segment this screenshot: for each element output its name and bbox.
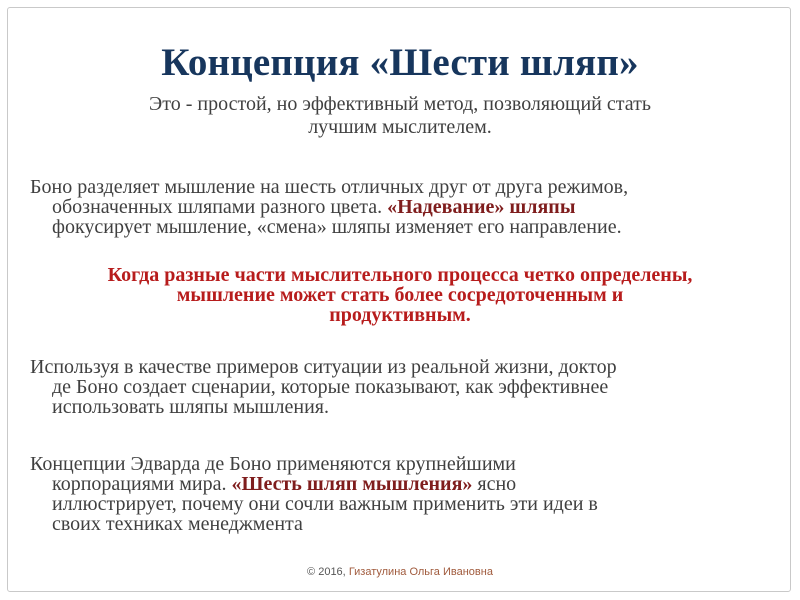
paragraph-text: обозначенных шляпами разного цвета. bbox=[52, 196, 388, 218]
paragraph-line: фокусирует мышление, «смена» шляпы изменяет его направление. bbox=[52, 216, 622, 238]
highlight-text: «Надевание» шляпы bbox=[387, 196, 576, 218]
intro-line: Это - простой, но эффективный метод, позволяющий стать bbox=[149, 93, 651, 115]
intro-line: лучшим мыслителем. bbox=[308, 116, 492, 138]
emphasis-line: продуктивным. bbox=[329, 304, 471, 326]
footer-copyright: © 2016, bbox=[307, 566, 346, 578]
slide-title: Концепция «Шести шляп» bbox=[161, 41, 639, 84]
paragraph-text: корпорациями мира. bbox=[52, 473, 232, 495]
paragraph-line bbox=[30, 474, 760, 494]
emphasis-paragraph bbox=[30, 265, 770, 325]
emphasis-line: мышление может стать более сосредоточенным и bbox=[176, 284, 624, 306]
emphasis-line: Когда разные части мыслительного процесса четко определены, bbox=[107, 264, 693, 286]
footer-author: Гизатулина Ольга Ивановна bbox=[348, 566, 493, 578]
paragraph-line: Используя в качестве примеров ситуации из реальной жизни, доктор bbox=[30, 356, 617, 378]
paragraph-line: Концепции Эдварда де Боно применяются крупнейшими bbox=[30, 453, 516, 475]
slide-footer bbox=[0, 566, 800, 578]
paragraph-text: ясно bbox=[472, 473, 517, 495]
highlight-text: «Шесть шляп мышления» bbox=[231, 473, 473, 495]
paragraph-corporations bbox=[30, 454, 760, 534]
paragraph-line: использовать шляпы мышления. bbox=[52, 396, 329, 418]
paragraph-scenarios bbox=[30, 357, 760, 417]
paragraph-line bbox=[30, 197, 760, 217]
paragraph-line: иллюстрирует, почему они сочли важным применить эти идеи в bbox=[52, 493, 598, 515]
paragraph-line: Боно разделяет мышление на шесть отличных друг от друга режимов, bbox=[30, 176, 629, 198]
paragraph-hats-modes bbox=[30, 177, 760, 237]
paragraph-line: де Боно создает сценарии, которые показывают, как эффективнее bbox=[52, 376, 609, 398]
paragraph-line: своих техниках менеджмента bbox=[52, 513, 303, 535]
intro-paragraph bbox=[60, 93, 740, 139]
